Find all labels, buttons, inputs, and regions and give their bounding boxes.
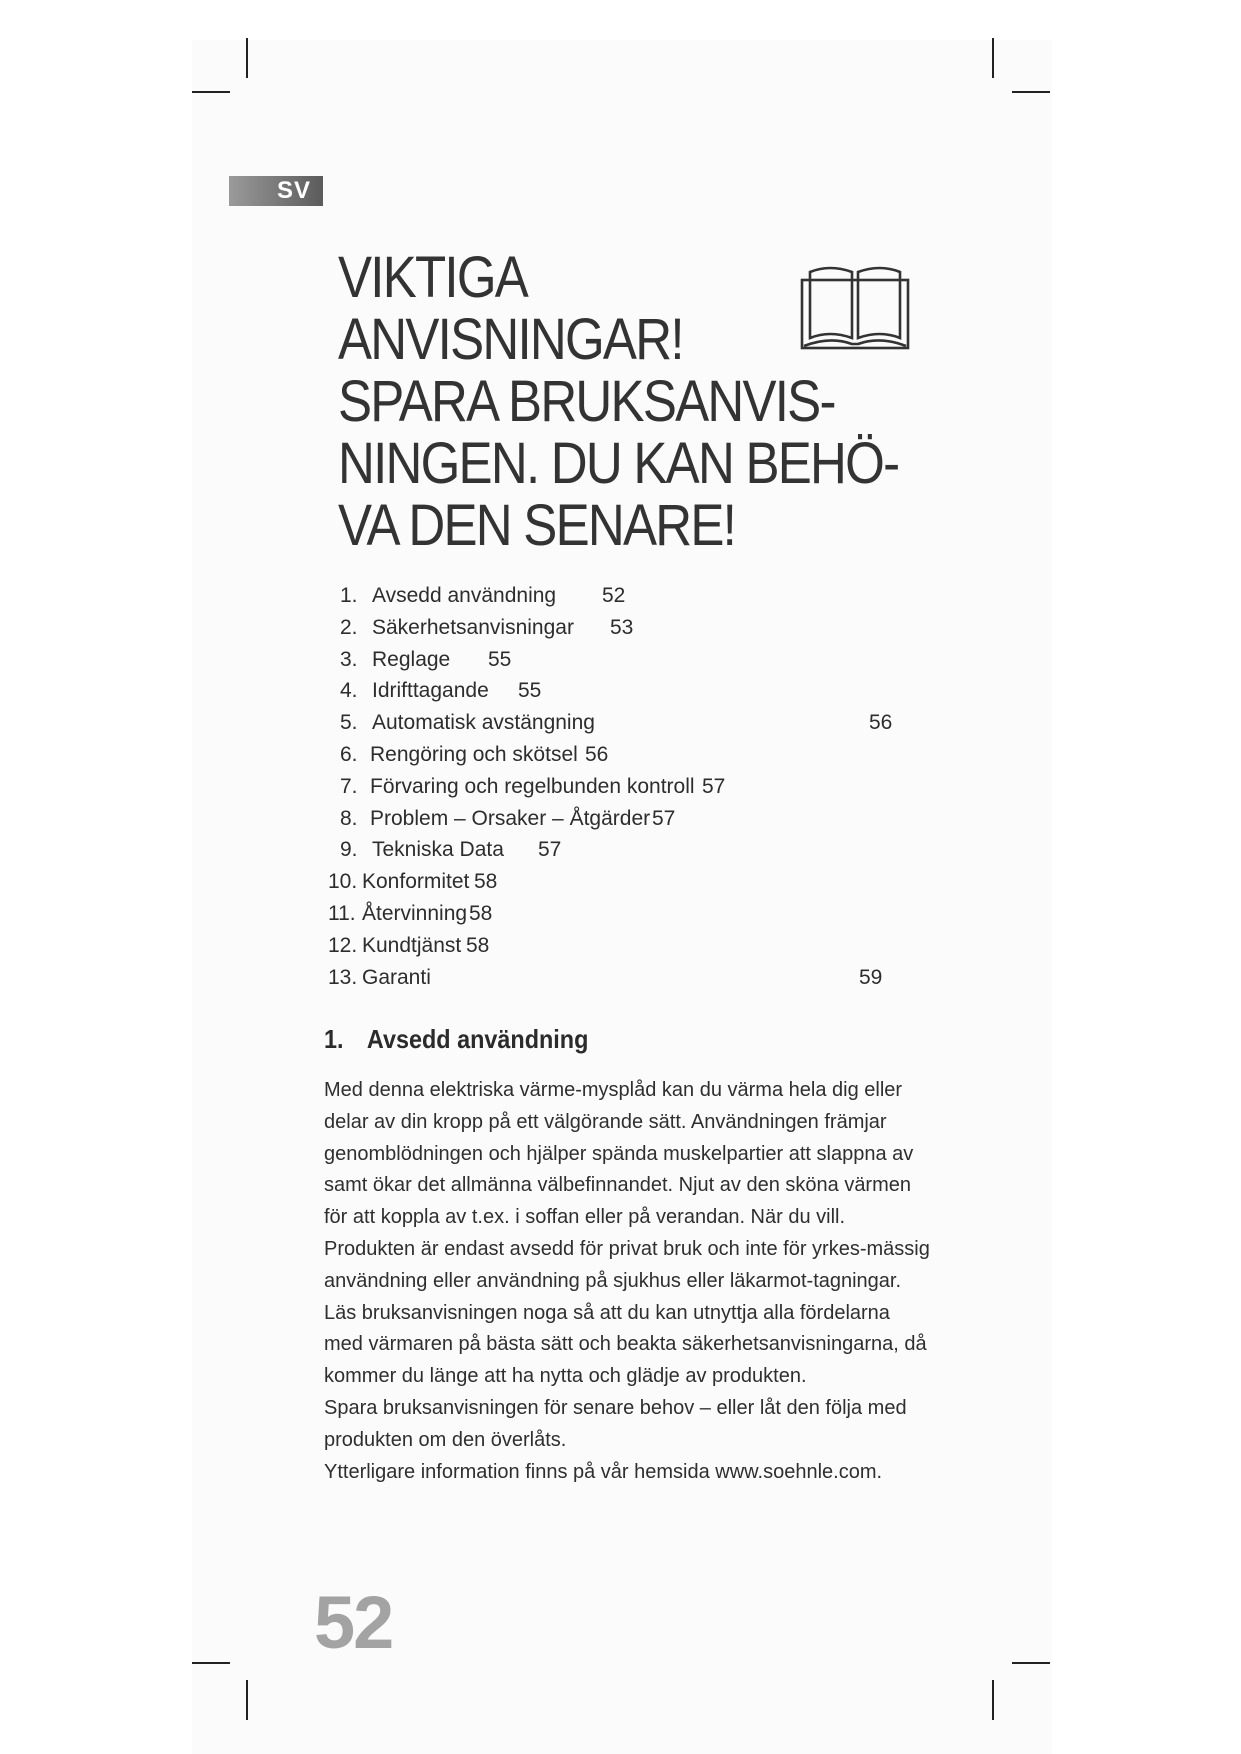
- toc-label: Problem – Orsaker – Åtgärder: [370, 806, 651, 830]
- toc-number: 10.: [328, 870, 358, 894]
- crop-mark: [246, 38, 248, 78]
- toc-number: 9.: [340, 838, 358, 862]
- toc-item[interactable]: [322, 838, 902, 870]
- toc-number: 2.: [340, 615, 358, 639]
- toc-page: 52: [602, 584, 626, 607]
- toc-item[interactable]: [322, 934, 902, 966]
- toc-number: 5.: [340, 711, 358, 735]
- toc-label: Tekniska Data: [372, 838, 504, 862]
- toc-page: 58: [466, 933, 490, 957]
- crop-mark: [246, 1680, 248, 1720]
- section-title: Avsedd användning: [366, 1024, 589, 1054]
- toc-label: Rengöring och skötsel: [370, 742, 578, 766]
- toc-label: Konformitet: [362, 870, 470, 894]
- toc-number: 8.: [340, 806, 358, 830]
- title-line: ANVISNINGAR!: [338, 307, 683, 372]
- toc-page: 57: [652, 806, 676, 830]
- toc-page: 53: [610, 615, 634, 639]
- paragraph: Ytterligare information finns på vår hemsida www.soehnle.com.: [324, 1460, 883, 1483]
- toc-number: 3.: [340, 647, 358, 671]
- crop-mark: [192, 1662, 230, 1664]
- crop-mark: [1012, 1662, 1050, 1664]
- toc-item[interactable]: [322, 711, 902, 743]
- toc-label: Återvinning: [362, 901, 468, 925]
- toc-page: 59: [859, 965, 883, 989]
- toc-item[interactable]: [322, 743, 902, 775]
- toc-label: Idrifttagande: [372, 679, 489, 703]
- toc-item[interactable]: [322, 648, 902, 680]
- toc-item[interactable]: [322, 584, 902, 616]
- toc-page: 56: [869, 711, 893, 735]
- toc-item[interactable]: [322, 807, 902, 839]
- toc-label: Säkerhetsanvisningar: [372, 615, 574, 639]
- paragraph: Läs bruksanvisningen noga så att du kan utnyttja alla fördelarna med värmaren på bästa sätt och beakta säkerhetsanvisningarna, då kommer du länge att ha nytta och glädje av produkten.: [324, 1301, 927, 1388]
- title-line: NINGEN. DU KAN BEHÖ-: [338, 431, 899, 496]
- toc-page: 58: [469, 901, 493, 925]
- toc-number: 12.: [328, 933, 358, 957]
- toc-item[interactable]: [322, 679, 902, 711]
- toc-item[interactable]: [322, 616, 902, 648]
- page-number: 52: [314, 1581, 393, 1664]
- toc-label: Garanti: [362, 965, 431, 989]
- toc-item[interactable]: [322, 966, 902, 998]
- toc-number: 6.: [340, 742, 358, 766]
- title-line: VIKTIGA: [338, 245, 528, 310]
- toc-page: 55: [518, 679, 542, 703]
- body-text: [324, 1075, 934, 1488]
- section-heading: [324, 1024, 588, 1055]
- paragraph: Med denna elektriska värme-mysplåd kan du värma hela dig eller delar av din kropp på ett välgörande sätt. Användningen främjar genomblödningen och hjälper spända muskelpartier att slappna av samt ökar det allmänna välbefinnandet. Njut av den sköna värmen för att koppla av t.ex. i soffan eller på verandan. När du vill.: [324, 1079, 914, 1229]
- toc-number: 11.: [328, 901, 356, 925]
- crop-mark: [192, 91, 230, 93]
- section-number: 1.: [324, 1024, 344, 1054]
- toc-item[interactable]: [322, 902, 902, 934]
- toc-number: 4.: [340, 679, 358, 703]
- toc-label: Avsedd användning: [372, 584, 557, 607]
- crop-mark: [992, 38, 994, 78]
- toc-number: 13.: [328, 965, 358, 989]
- title-line: SPARA BRUKSANVIS-: [338, 369, 835, 434]
- page-title: [338, 245, 899, 558]
- toc-page: 56: [585, 742, 609, 766]
- toc-page: 57: [538, 838, 562, 862]
- toc-item[interactable]: [322, 775, 902, 807]
- paragraph: Produkten är endast avsedd för privat bruk och inte för yrkes-mässig användning eller användning på sjukhus eller läkarmot-tagningar.: [324, 1237, 930, 1292]
- toc-label: Förvaring och regelbunden kontroll: [370, 774, 695, 798]
- title-line: VA DEN SENARE!: [338, 493, 736, 558]
- toc-item[interactable]: [322, 870, 902, 902]
- crop-mark: [1012, 91, 1050, 93]
- toc-page: 55: [488, 647, 512, 671]
- table-of-contents: [322, 584, 902, 997]
- toc-label: Automatisk avstängning: [372, 711, 595, 735]
- language-tab: SV: [229, 176, 323, 206]
- paragraph: Spara bruksanvisningen för senare behov – eller låt den följa med produkten om den överlåts.: [324, 1396, 907, 1451]
- book-icon: [800, 262, 910, 352]
- toc-label: Reglage: [372, 647, 451, 671]
- toc-label: Kundtjänst: [362, 933, 462, 957]
- crop-mark: [992, 1680, 994, 1720]
- toc-page: 58: [474, 870, 498, 894]
- toc-number: 7.: [340, 774, 358, 798]
- toc-number: 1.: [340, 584, 358, 607]
- toc-page: 57: [702, 774, 726, 798]
